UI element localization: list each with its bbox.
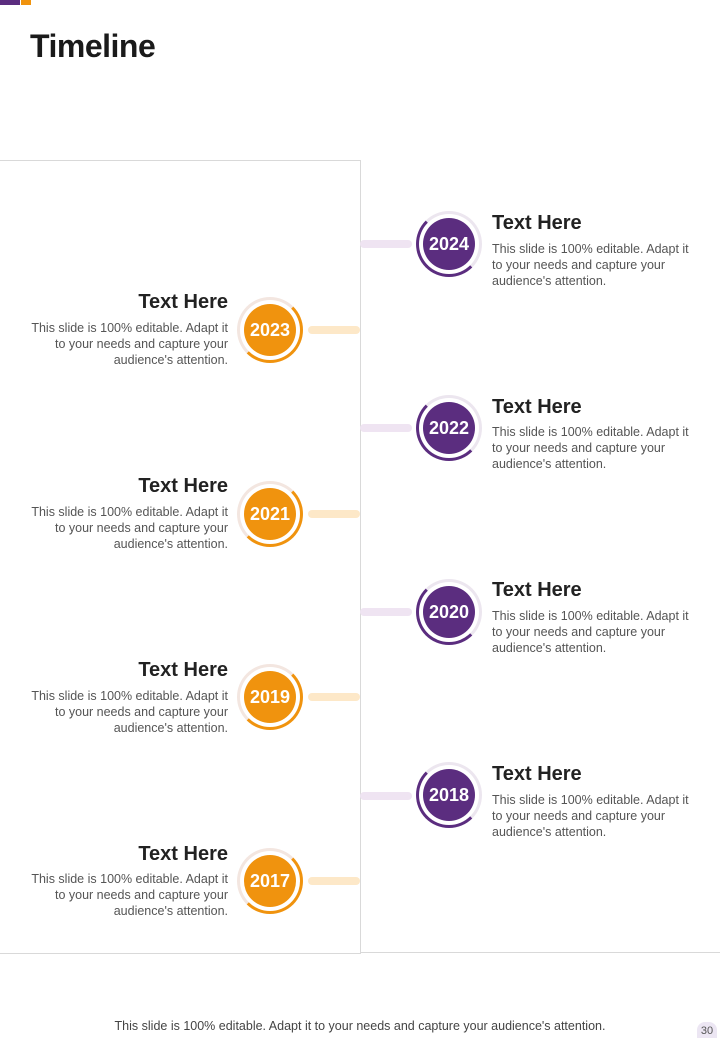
item-heading-2023: Text Here: [138, 291, 228, 313]
item-heading-2021: Text Here: [138, 475, 228, 497]
page-title: Timeline: [30, 28, 156, 64]
item-heading-2017: Text Here: [138, 843, 228, 865]
item-body-2017: This slide is 100% editable. Adapt it to your needs and capture your audience's attention.: [31, 872, 228, 918]
item-heading-2020: Text Here: [492, 579, 582, 601]
corner-accent-purple: [0, 0, 20, 5]
year-badge-2020: 2020: [423, 586, 475, 638]
year-badge-2017: 2017: [244, 855, 296, 907]
item-body-2019: This slide is 100% editable. Adapt it to your needs and capture your audience's attention.: [31, 689, 228, 735]
item-heading-2024: Text Here: [492, 212, 582, 234]
connector-2023: [308, 326, 360, 334]
connector-2019: [308, 693, 360, 701]
year-marker-2019: [237, 664, 303, 730]
connector-2021: [308, 510, 360, 518]
year-marker-2017: [237, 848, 303, 914]
timeline-frame-left: [0, 160, 361, 954]
connector-2020: [360, 608, 412, 616]
year-badge-2024: 2024: [423, 218, 475, 270]
connector-2017: [308, 877, 360, 885]
connector-2022: [360, 424, 412, 432]
item-body-2020: This slide is 100% editable. Adapt it to your needs and capture your audience's attention.: [492, 609, 689, 655]
item-body-2023: This slide is 100% editable. Adapt it to your needs and capture your audience's attention.: [31, 321, 228, 367]
item-body-2024: This slide is 100% editable. Adapt it to your needs and capture your audience's attention.: [492, 242, 689, 288]
year-badge-2023: 2023: [244, 304, 296, 356]
year-badge-2018: 2018: [423, 769, 475, 821]
connector-2024: [360, 240, 412, 248]
item-body-2018: This slide is 100% editable. Adapt it to your needs and capture your audience's attention.: [492, 793, 689, 839]
corner-accent-orange: [21, 0, 31, 5]
item-body-2022: This slide is 100% editable. Adapt it to your needs and capture your audience's attention.: [492, 425, 689, 471]
year-marker-2021: [237, 481, 303, 547]
item-heading-2018: Text Here: [492, 763, 582, 785]
connector-2018: [360, 792, 412, 800]
page-number: 30: [697, 1022, 717, 1038]
year-badge-2021: 2021: [244, 488, 296, 540]
year-marker-2020: [416, 579, 482, 645]
footer-note: This slide is 100% editable. Adapt it to your needs and capture your audience's attention.: [114, 1019, 606, 1033]
item-heading-2022: Text Here: [492, 396, 582, 418]
year-marker-2024: [416, 211, 482, 277]
year-badge-2022: 2022: [423, 402, 475, 454]
year-badge-2019: 2019: [244, 671, 296, 723]
item-heading-2019: Text Here: [138, 659, 228, 681]
year-marker-2022: [416, 395, 482, 461]
item-body-2021: This slide is 100% editable. Adapt it to your needs and capture your audience's attention.: [31, 505, 228, 551]
year-marker-2018: [416, 762, 482, 828]
year-marker-2023: [237, 297, 303, 363]
